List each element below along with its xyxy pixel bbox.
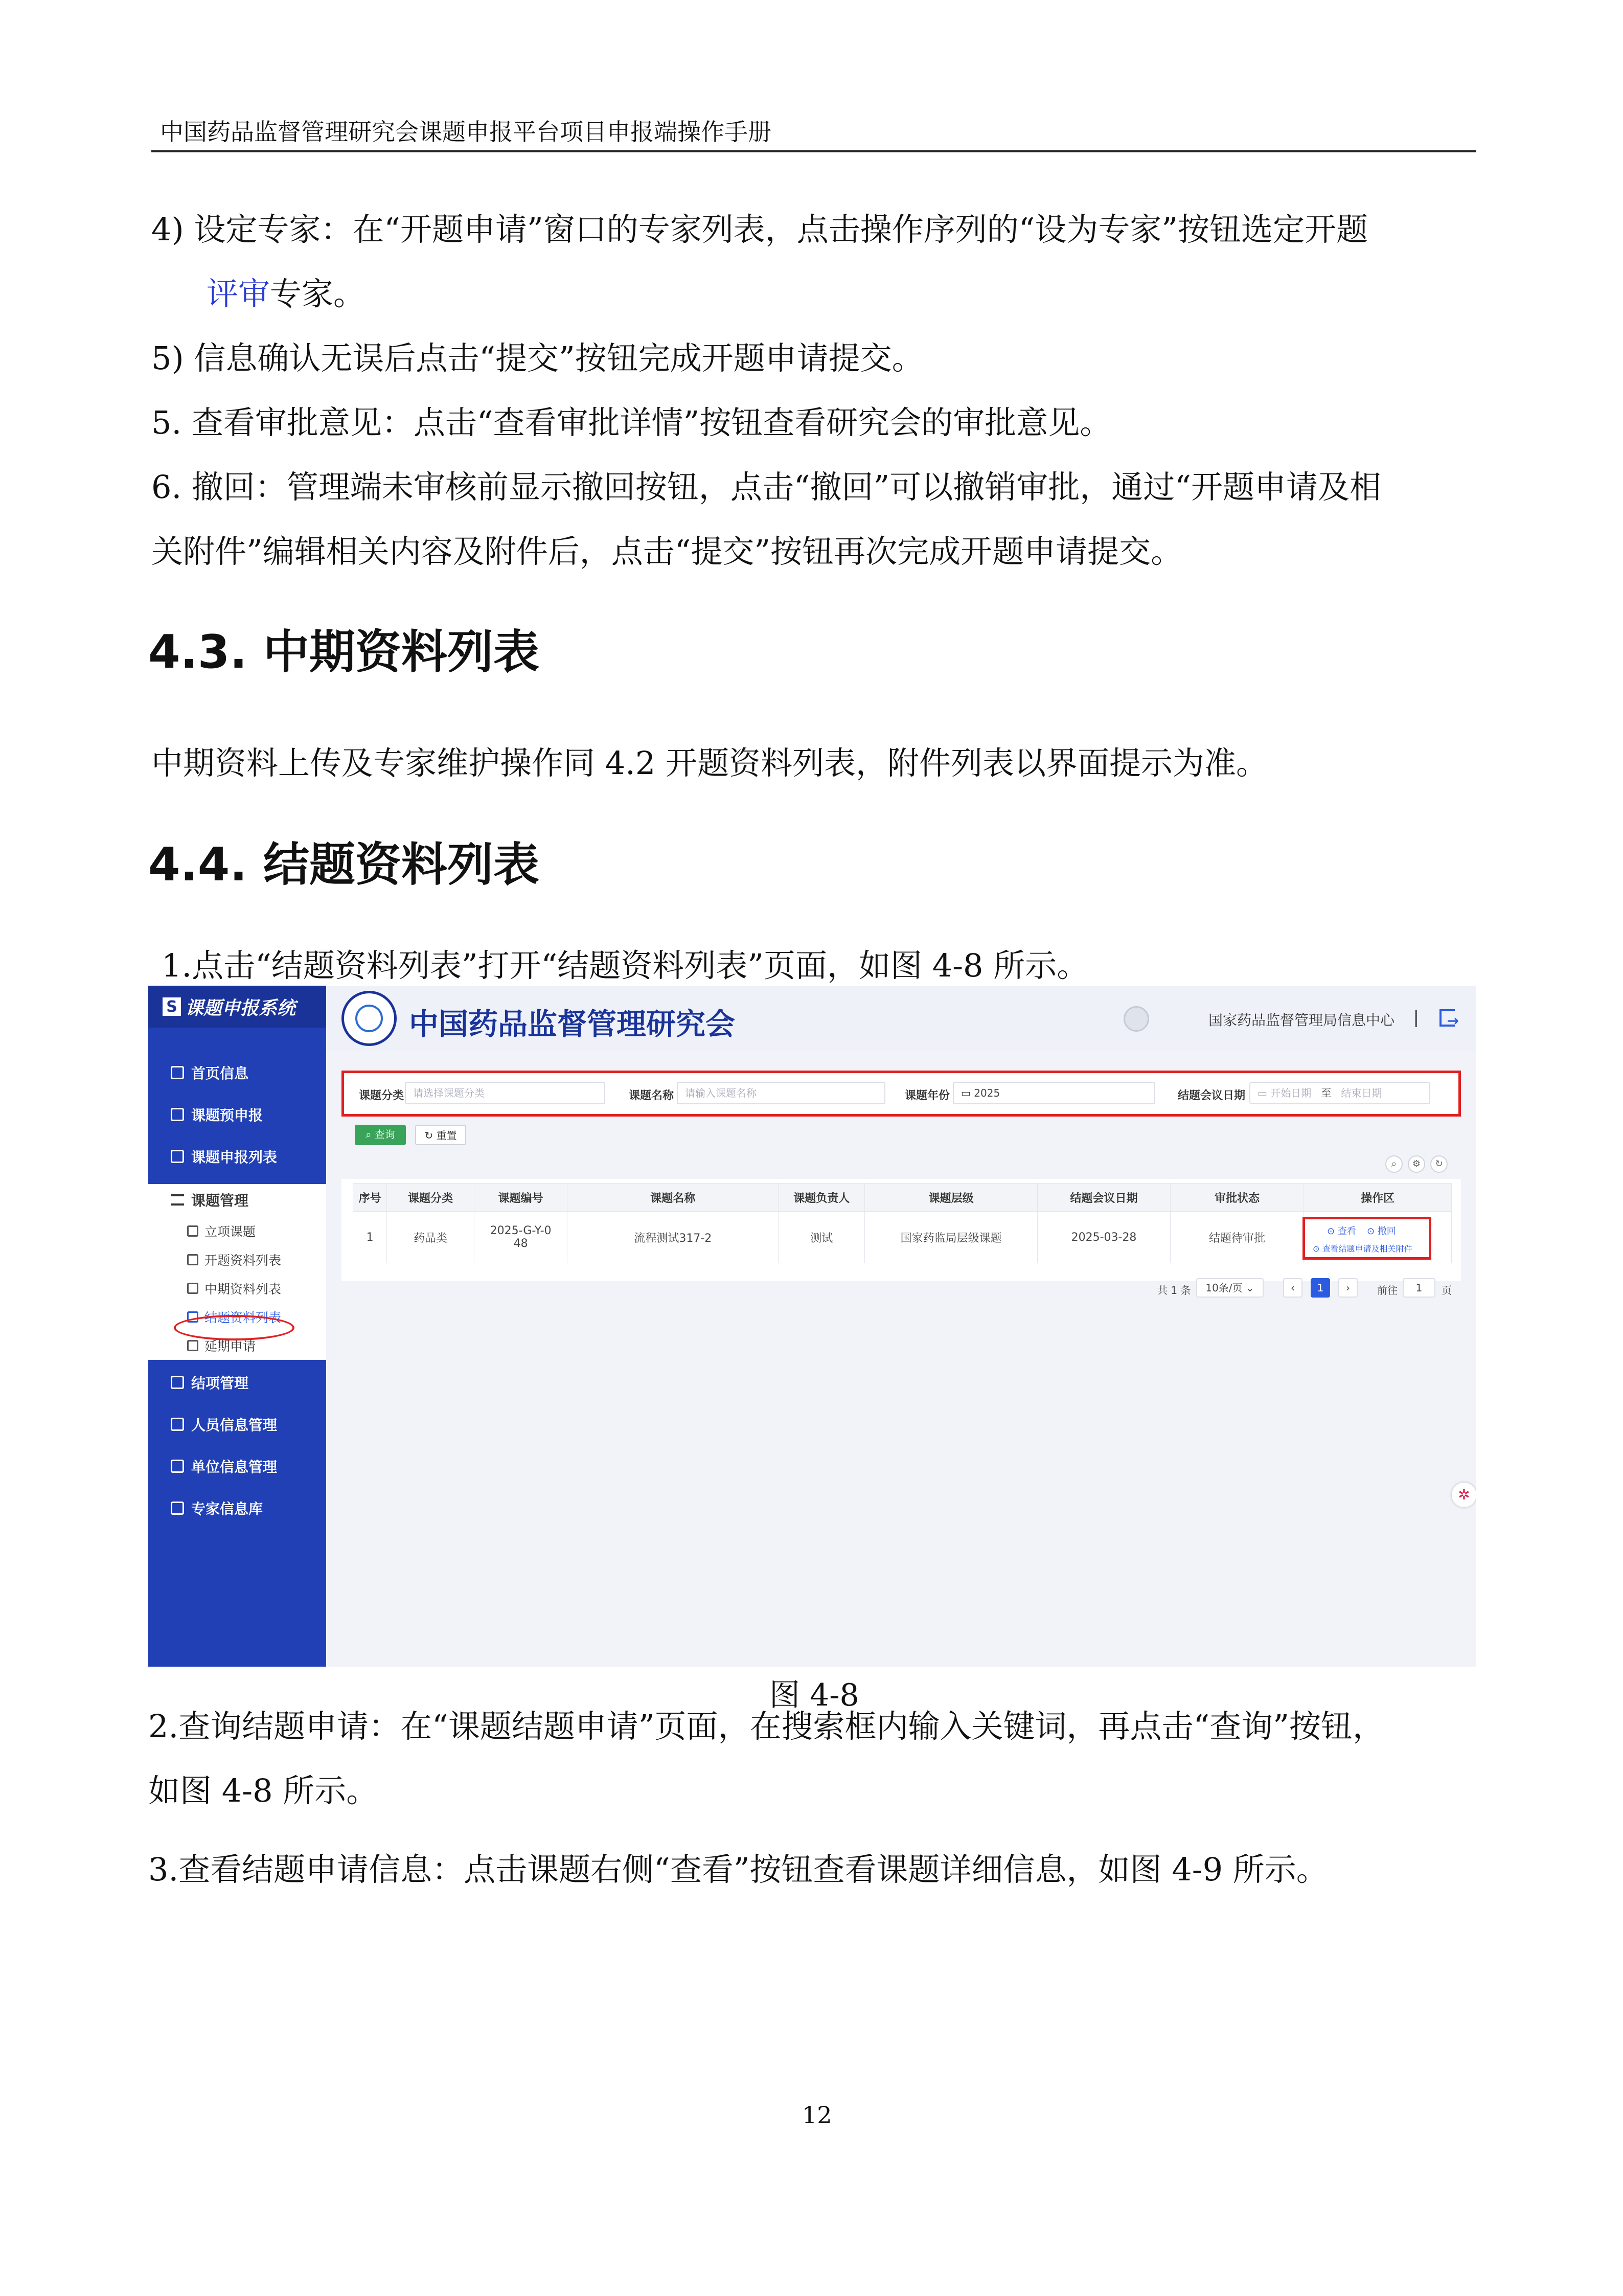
nav-label: 结题资料列表 [204,1310,282,1325]
button-label: 查询 [374,1128,395,1141]
org-seal-logo [341,991,397,1046]
withdraw-link[interactable]: ⊙ 撤回 [1367,1226,1396,1237]
section-heading-4-4: 4.4. 结题资料列表 [148,838,539,892]
paragraph-text: 专家。 [270,275,365,312]
seal-inner [355,1005,383,1032]
paragraph-confirm-submit: 5) 信息确认无误后点击“提交”按钮完成开题申请提交。 [151,339,924,377]
nav-label: 课题预申报 [191,1107,263,1124]
cell-meeting-date: 2025-03-28 [1038,1212,1171,1263]
goto-page-input[interactable]: 1 [1403,1278,1435,1298]
settings-icon [171,1194,184,1206]
category-select[interactable]: 请选择课题分类 [405,1082,605,1104]
org-title: 中国药品监督管理研究会 [409,1007,736,1041]
paragraph-midterm: 中期资料上传及专家维护操作同 4.2 开题资料列表，附件列表以界面提示为准。 [151,744,1268,782]
filter-label-name: 课题名称 [629,1089,674,1102]
results-table [353,1183,1452,1263]
nav-label: 人员信息管理 [191,1417,278,1434]
paragraph-query-final: 2.查询结题申请：在“课题结题申请”页面，在搜索框内输入关键词，再点击“查询”按钮， [148,1708,1384,1745]
user-icon [171,1418,184,1431]
link-label: 查看结题申请及相关附件 [1322,1244,1412,1254]
date-start: 开始日期 [1270,1087,1312,1099]
sidebar-item-approved-topics[interactable] [148,1217,326,1245]
column-header: 课题层级 [865,1184,1038,1212]
column-header: 课题编号 [474,1184,567,1212]
prev-page-button[interactable]: ‹ [1283,1278,1302,1298]
sidebar-item-pre-apply[interactable] [148,1094,326,1135]
paragraph-open-final-list: 1.点击“结题资料列表”打开“结题资料列表”页面，如图 4-8 所示。 [162,947,1089,984]
year-value: 2025 [974,1087,1000,1099]
name-input[interactable]: 请输入课题名称 [677,1082,885,1104]
list-icon [171,1150,184,1163]
separator: | [1413,1007,1419,1028]
paragraph-query-final-cont: 如图 4-8 所示。 [148,1772,378,1809]
refresh-icon[interactable]: ↻ [1430,1155,1448,1173]
nav-label: 首页信息 [191,1065,249,1082]
date-to: 至 [1321,1087,1332,1099]
logout-arrow-icon: → [1447,1012,1459,1029]
search-toggle-icon[interactable]: ⌕ [1385,1155,1403,1173]
highlight-filter-box [341,1071,1461,1117]
table-row [353,1212,1452,1263]
top-bar [326,986,1476,1051]
doc-icon [187,1283,198,1294]
nav-label: 开题资料列表 [204,1253,282,1268]
column-header: 课题名称 [567,1184,779,1212]
goto-label: 前往 [1377,1284,1398,1297]
filter-label-meeting-date: 结题会议日期 [1178,1089,1246,1102]
page-number: 12 [802,2101,832,2129]
doc-icon [187,1254,198,1265]
cell-level: 国家药监局层级课题 [865,1212,1038,1263]
nav-label: 课题申报列表 [191,1149,278,1166]
section-heading-4-3: 4.3. 中期资料列表 [148,625,539,679]
figure-caption: 图 4-8 [769,1677,859,1713]
column-header: 课题负责人 [779,1184,865,1212]
nav-label: 单位信息管理 [191,1459,278,1475]
cell-owner: 测试 [779,1212,865,1263]
nav-label: 结项管理 [191,1375,249,1392]
view-link[interactable]: ⊙ 查看 [1327,1226,1356,1237]
cell-index: 1 [353,1212,387,1263]
building-icon [171,1460,184,1473]
paragraph-set-expert: 4) 设定专家：在“开题申请”窗口的专家列表，点击操作序列的“设为专家”按钮选定开题 [151,211,1368,248]
review-link-text: 评审 [207,275,270,312]
link-label: 撤回 [1377,1226,1396,1237]
doc-icon [187,1225,198,1237]
page-size-value: 10条/页 [1205,1282,1243,1294]
page-1-button[interactable]: 1 [1311,1278,1330,1298]
nav-label: 中期资料列表 [204,1282,282,1297]
date-range-picker[interactable]: ▭ 开始日期 至 结束日期 [1249,1082,1430,1104]
paragraph-view-final: 3.查看结题申请信息：点击课题右侧“查看”按钮查看课题详细信息，如图 4-9 所示。 [148,1851,1328,1888]
column-header: 操作区 [1304,1184,1452,1212]
sidebar-item-home[interactable] [148,1052,326,1093]
highlight-actions-box [1302,1217,1431,1260]
database-icon [171,1502,184,1515]
pager-total: 共 1 条 [1157,1284,1191,1297]
filter-label-year: 课题年份 [905,1089,950,1102]
filter-label-category: 课题分类 [359,1089,404,1102]
user-org-name: 国家药品监督管理局信息中心 [1208,1012,1395,1029]
nav-label: 课题管理 [191,1192,249,1209]
submenu-topic-management [148,1184,326,1331]
nav-label: 专家信息库 [191,1501,263,1517]
header-title: 中国药品监督管理研究会课题申报平台项目申报端操作手册 [160,118,771,146]
query-button[interactable]: ⌕ 查询 [355,1125,406,1145]
column-header: 序号 [353,1184,387,1212]
avatar[interactable] [1124,1006,1149,1032]
nav-label: 立项课题 [204,1224,256,1239]
sidebar-item-midterm-materials[interactable] [148,1274,326,1303]
sidebar-item-experts[interactable] [148,1488,326,1529]
highlight-oval [174,1315,294,1340]
goto-unit: 页 [1442,1284,1452,1297]
brand-logo-icon: S [163,997,181,1016]
link-label: 查看 [1337,1226,1356,1237]
sidebar-item-topic-management[interactable] [148,1184,326,1216]
page-size-select[interactable]: 10条/页 ⌄ [1196,1278,1264,1298]
next-page-button[interactable]: › [1338,1278,1358,1298]
settings-icon[interactable]: ⚙ [1408,1155,1425,1173]
button-label: 重置 [436,1129,457,1142]
sidebar-item-apply-list[interactable] [148,1136,326,1177]
reset-button[interactable]: ↻ 重置 [415,1125,466,1145]
sidebar-item-unit[interactable] [148,1446,326,1487]
figure-screenshot [148,986,1476,1667]
cell-status: 结题待审批 [1170,1212,1304,1263]
cell-category: 药品类 [387,1212,474,1263]
paragraph-withdraw: 6. 撤回：管理端未审核前显示撤回按钮，点击“撤回”可以撤销审批，通过“开题申请及相 [151,468,1381,506]
paragraph-withdraw-cont: 关附件”编辑相关内容及附件后，点击“提交”按钮再次完成开题申请提交。 [151,533,1183,570]
home-icon [171,1066,184,1079]
column-header: 审批状态 [1170,1184,1304,1212]
sidebar-item-closing[interactable] [148,1362,326,1403]
date-end: 结束日期 [1341,1087,1382,1099]
cell-name: 流程测试317-2 [567,1212,779,1263]
sidebar-item-opening-materials[interactable] [148,1245,326,1274]
nav-label: 延期申请 [204,1339,256,1354]
sidebar-brand [148,986,326,1028]
brand-title: 课题申报系统 [185,997,296,1019]
list-icon [171,1376,184,1389]
paragraph-view-approval: 5. 查看审批意见：点击“查看审批详情”按钮查看研究会的审批意见。 [151,404,1112,441]
view-attachments-link[interactable]: ⊙ 查看结题申请及相关附件 [1313,1244,1412,1254]
header-rule [151,150,1476,152]
column-header: 结题会议日期 [1038,1184,1171,1212]
sidebar-item-people[interactable] [148,1404,326,1445]
cell-code-text: 2025-G-Y-048 [490,1224,552,1250]
edit-icon [171,1108,184,1121]
cell-code [474,1212,567,1263]
paragraph-set-expert-cont [207,275,365,313]
sidebar [148,986,326,1667]
doc-icon [187,1340,198,1351]
column-header: 课题分类 [387,1184,474,1212]
floating-helper-icon[interactable]: ✲ [1452,1483,1476,1507]
year-picker[interactable]: ▭ 2025 [953,1082,1155,1104]
